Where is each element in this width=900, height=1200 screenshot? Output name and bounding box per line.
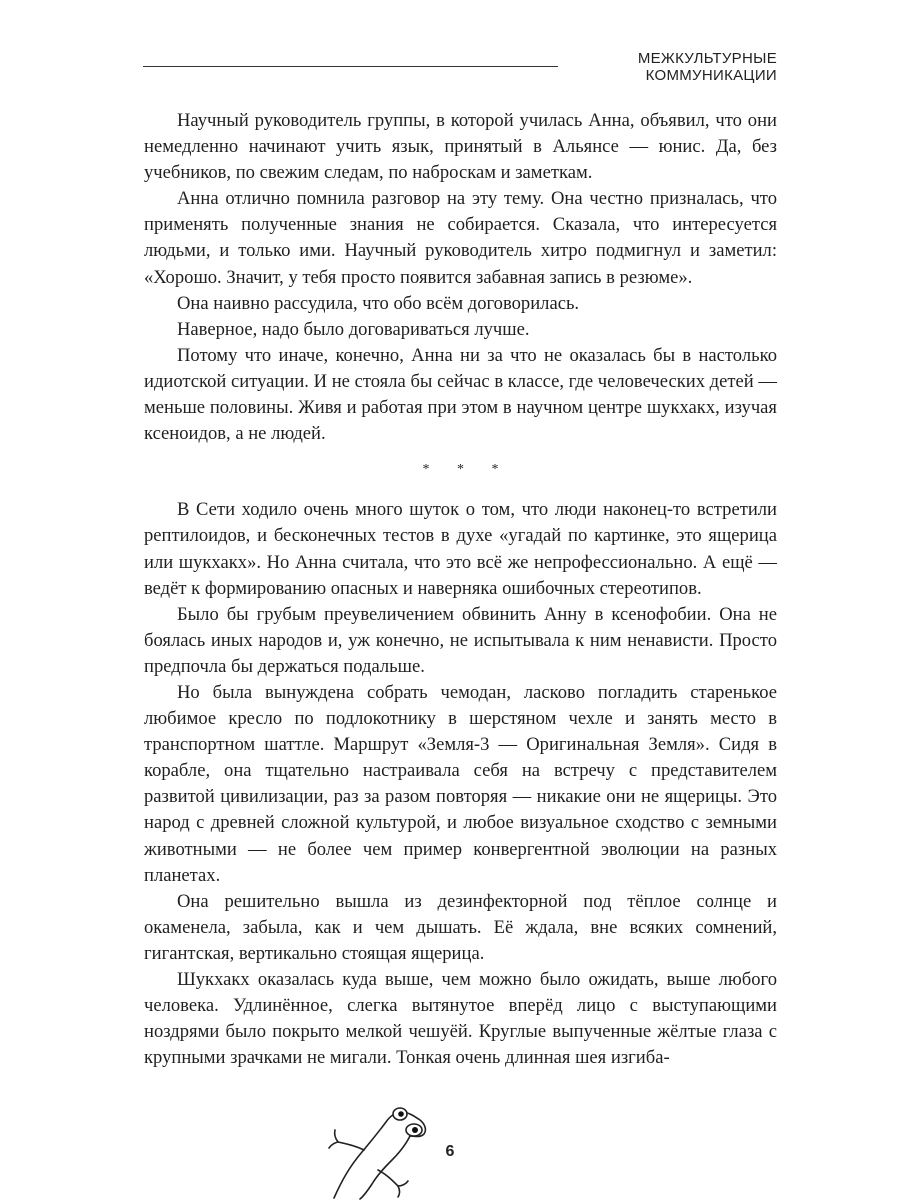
paragraph: Анна отлично помнила разговор на эту тему. Она честно призналась, что применять полученные знания не собирается. Сказала, что интересуется людьми, и только ими. Научный руководитель хитро подмигнул и заметил: «Хорошо. Значит, у тебя просто появится забавная запись в резюме». [144, 188, 777, 288]
paragraph: Научный руководитель группы, в которой училась Анна, объявил, что они немедленно начинают учить язык, принятый в Альянсе — юнис. Да, без учебников, по свежим следам, по наброскам и заметкам. [144, 110, 777, 184]
paragraph: В Сети ходило очень много шуток о том, что люди наконец-то встретили рептилоидов, и бесконечных тестов в духе «угадай по картинке, это ящерица или шукхакх». Но Анна считала, что это всё же непрофессионально. А ещё — ведёт к формированию опасных и наверняка ошибочных стереотипов. [144, 499, 777, 599]
running-title: МЕЖКУЛЬТУРНЫЕ КОММУНИКАЦИИ [637, 50, 777, 84]
section-break: * * * [422, 462, 511, 478]
paragraph: Она наивно рассудила, что обо всём договорилась. [177, 292, 580, 314]
paragraph: Шукхакх оказалась куда выше, чем можно было ожидать, выше любого человека. Удлинённое, слегка вытянутое вперёд лицо с выступающими ноздрями было покрыто мелкой чешуёй. Круглые выпученные жёлтые глаза с крупными зрачками не мигали. Тонкая очень длинная шея изгиба- [144, 969, 777, 1069]
paragraph: Было бы грубым преувеличением обвинить Анну в ксенофобии. Она не боялась иных народов и, уж конечно, не испытывала к ним ненависти. Просто предпочла бы держаться подальше. [144, 603, 777, 677]
paragraph: Потому что иначе, конечно, Анна ни за что не оказалась бы в настолько идиотской ситуации. И не стояла бы сейчас в классе, где человеческих детей — меньше половины. Живя и работая при этом в научном центре шукхакх, изучая ксеноидов, а не людей. [144, 344, 777, 445]
page-number: 6 [445, 1143, 455, 1160]
page-body [144, 108, 777, 1071]
paragraph: Но была вынуждена собрать чемодан, ласково погладить старенькое любимое кресло по подлокотнику в шерстяном чехле и занять место в транспортном шаттле. Маршрут «Земля-3 — Оригинальная Земля». Сидя в корабле, она тщательно настраивала себя на встречу с представителем развитой цивилизации, раз за разом повторяя — никакие они не ящерицы. Это народ с древней сложной культурой, и любое визуальное сходство с земными животными — не более чем пример конвергентной эволюции на разных планетах. [144, 681, 777, 886]
paragraph: Наверное, надо было договариваться лучше. [177, 318, 530, 340]
paragraph: Она решительно вышла из дезинфекторной под тёплое солнце и окаменела, забыла, как и чем дышать. Её ждала, вне всяких сомнений, гигантская, вертикально стоящая ящерица. [144, 890, 777, 964]
lizard-doodle-icon [328, 1100, 438, 1200]
header-rule [143, 66, 558, 67]
